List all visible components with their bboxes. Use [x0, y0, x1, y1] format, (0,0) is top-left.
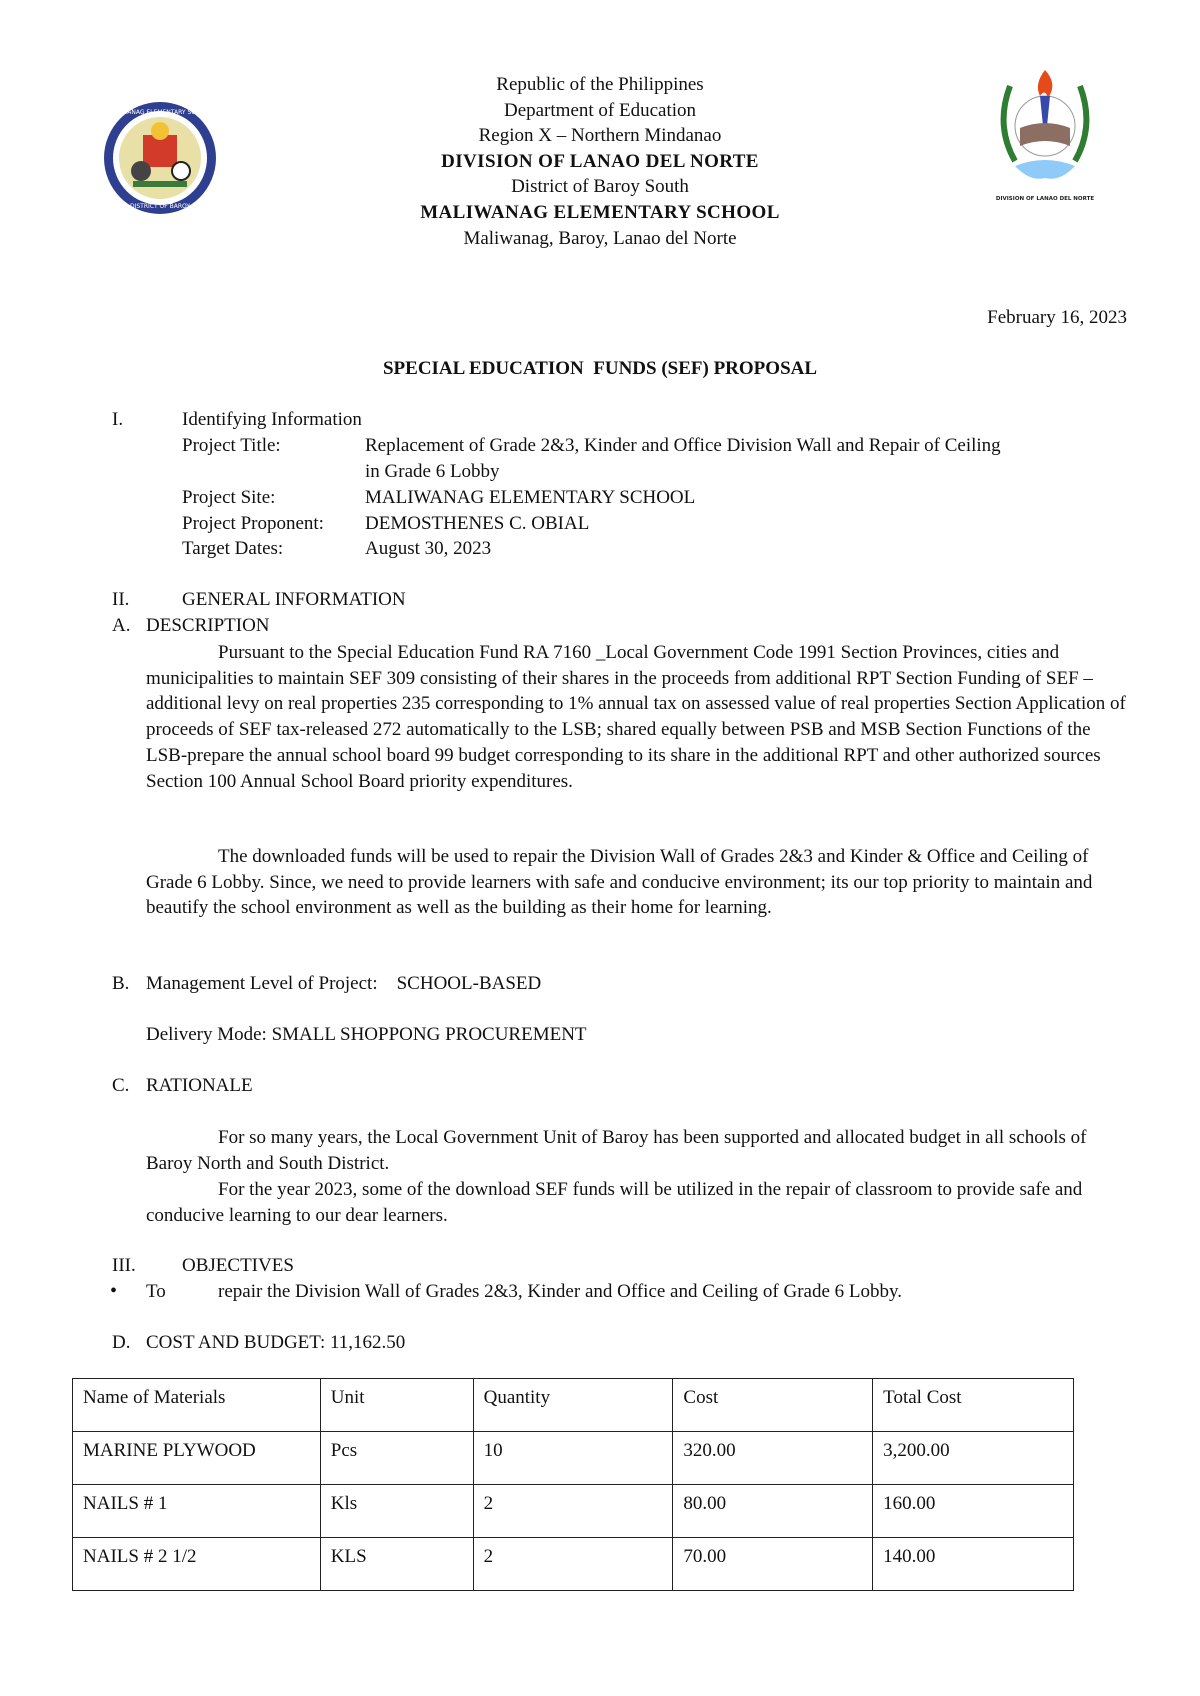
subsection-b-letter: B.: [112, 973, 130, 994]
rationale-heading: RATIONALE: [146, 1075, 253, 1096]
table-cell: 2: [473, 1538, 673, 1591]
description-paragraph-2: The downloaded funds will be used to repair the Division Wall of Grades 2&3 and Kinder & Office and Ceiling of Grade 6 Lobby. Since, we need to provide learners with safe and conducive environment; its our top priority to maintain and beautify the school environment as well as the building as their home for learning.: [146, 846, 1093, 919]
table-header-cell: Unit: [320, 1379, 473, 1432]
delivery-mode: Delivery Mode: SMALL SHOPPONG PROCUREMENT: [146, 1024, 587, 1045]
section-1-heading: Identifying Information: [182, 409, 362, 430]
header-line-department: Department of Education: [503, 99, 697, 121]
table-cell: 160.00: [873, 1485, 1074, 1538]
subsection-d-letter: D.: [112, 1332, 131, 1353]
table-cell: KLS: [320, 1538, 473, 1591]
table-cell: MARINE PLYWOOD: [73, 1432, 321, 1485]
svg-text:MALIWANAG ELEMENTARY SCHOOL: MALIWANAG ELEMENTARY SCHOOL: [107, 109, 213, 116]
section-3-heading: OBJECTIVES: [182, 1255, 294, 1276]
table-header-row: [73, 1379, 1074, 1432]
document-title: SPECIAL EDUCATION FUNDS (SEF) PROPOSAL: [382, 358, 818, 379]
division-logo-caption: DIVISION OF LANAO DEL NORTE: [995, 196, 1095, 202]
table-cell: NAILS # 1: [73, 1485, 321, 1538]
cost-and-budget: COST AND BUDGET: 11,162.50: [146, 1332, 406, 1353]
table-cell: NAILS # 2 1/2: [73, 1538, 321, 1591]
header-line-address: Maliwanag, Baroy, Lanao del Norte: [463, 227, 737, 249]
section-3-number: III.: [112, 1255, 136, 1276]
objective-to: To: [146, 1281, 166, 1302]
school-seal-logo: [103, 101, 217, 215]
table-cell: 3,200.00: [873, 1432, 1074, 1485]
table-cell: 140.00: [873, 1538, 1074, 1591]
header-line-republic: Republic of the Philippines: [496, 74, 704, 95]
project-site-label: Project Site:: [182, 487, 276, 508]
section-1-number: I.: [112, 409, 124, 430]
table-row: [73, 1432, 1074, 1485]
svg-text:DISTRICT OF BAROY: DISTRICT OF BAROY: [129, 203, 191, 210]
project-site-value: MALIWANAG ELEMENTARY SCHOOL: [365, 487, 696, 508]
table-cell: 70.00: [673, 1538, 873, 1591]
project-title-value-line2: in Grade 6 Lobby: [365, 461, 500, 482]
objective-text: repair the Division Wall of Grades 2&3, Kinder and Office and Ceiling of Grade 6 Lobby.: [218, 1281, 903, 1302]
table-cell: Pcs: [320, 1432, 473, 1485]
division-logo: [990, 66, 1100, 206]
management-level: Management Level of Project: SCHOOL-BASED: [146, 973, 542, 994]
project-title-value-line1: Replacement of Grade 2&3, Kinder and Office Division Wall and Repair of Ceiling: [365, 435, 1001, 456]
header-line-division: DIVISION OF LANAO DEL NORTE: [441, 150, 759, 172]
table-header-cell: Quantity: [473, 1379, 673, 1432]
table-cell: Kls: [320, 1485, 473, 1538]
subsection-a-letter: A.: [112, 615, 131, 636]
section-2-number: II.: [112, 589, 130, 610]
description-paragraph-1: Pursuant to the Special Education Fund RA 7160 _Local Government Code 1991 Section Provinces, cities and municipalities to maintain SEF 309 consisting of their shares in the proceeds from additional RPT Section Funding of SEF – additional levy on real properties 235 corresponding to 1% annual tax on assessed value of real properties Section Application of proceeds of SEF tax-released 272 automatically to the LSB; shared equally between PSB and MSB Section Functions of the LSB-prepare the annual school board 99 budget corresponding to its share in the additional RPT and other authorized sources Section 100 Annual School Board priority expenditures.: [146, 642, 1126, 792]
table-header-cell: Total Cost: [873, 1379, 1074, 1432]
table-row: [73, 1538, 1074, 1591]
rationale-paragraph-2: For the year 2023, some of the download SEF funds will be utilized in the repair of classroom to provide safe and conducive learning to our dear learners.: [146, 1179, 1083, 1226]
subsection-a-heading: DESCRIPTION: [146, 615, 270, 636]
section-2-heading: GENERAL INFORMATION: [182, 589, 406, 610]
target-dates-label: Target Dates:: [182, 538, 284, 559]
letterhead: [300, 72, 900, 251]
target-dates-value: August 30, 2023: [365, 538, 492, 559]
project-proponent-value: DEMOSTHENES C. OBIAL: [365, 513, 590, 534]
document-date: February 16, 2023: [987, 307, 1127, 328]
subsection-c-letter: C.: [112, 1075, 130, 1096]
rationale-paragraph-1: For so many years, the Local Government Unit of Baroy has been supported and allocated budget in all schools of Baroy North and South District.: [146, 1127, 1087, 1174]
objective-bullet: •: [110, 1280, 118, 1302]
table-header-cell: Name of Materials: [73, 1379, 321, 1432]
table-header-cell: Cost: [673, 1379, 873, 1432]
table-row: [73, 1485, 1074, 1538]
header-line-district: District of Baroy South: [511, 176, 689, 198]
budget-table: [72, 1378, 1074, 1591]
table-cell: 320.00: [673, 1432, 873, 1485]
header-line-region: Region X – Northern Mindanao: [478, 125, 722, 147]
project-proponent-label: Project Proponent:: [182, 513, 324, 534]
table-cell: 10: [473, 1432, 673, 1485]
header-line-school: MALIWANAG ELEMENTARY SCHOOL: [420, 201, 780, 223]
project-title-label: Project Title:: [182, 435, 281, 456]
table-cell: 80.00: [673, 1485, 873, 1538]
table-cell: 2: [473, 1485, 673, 1538]
